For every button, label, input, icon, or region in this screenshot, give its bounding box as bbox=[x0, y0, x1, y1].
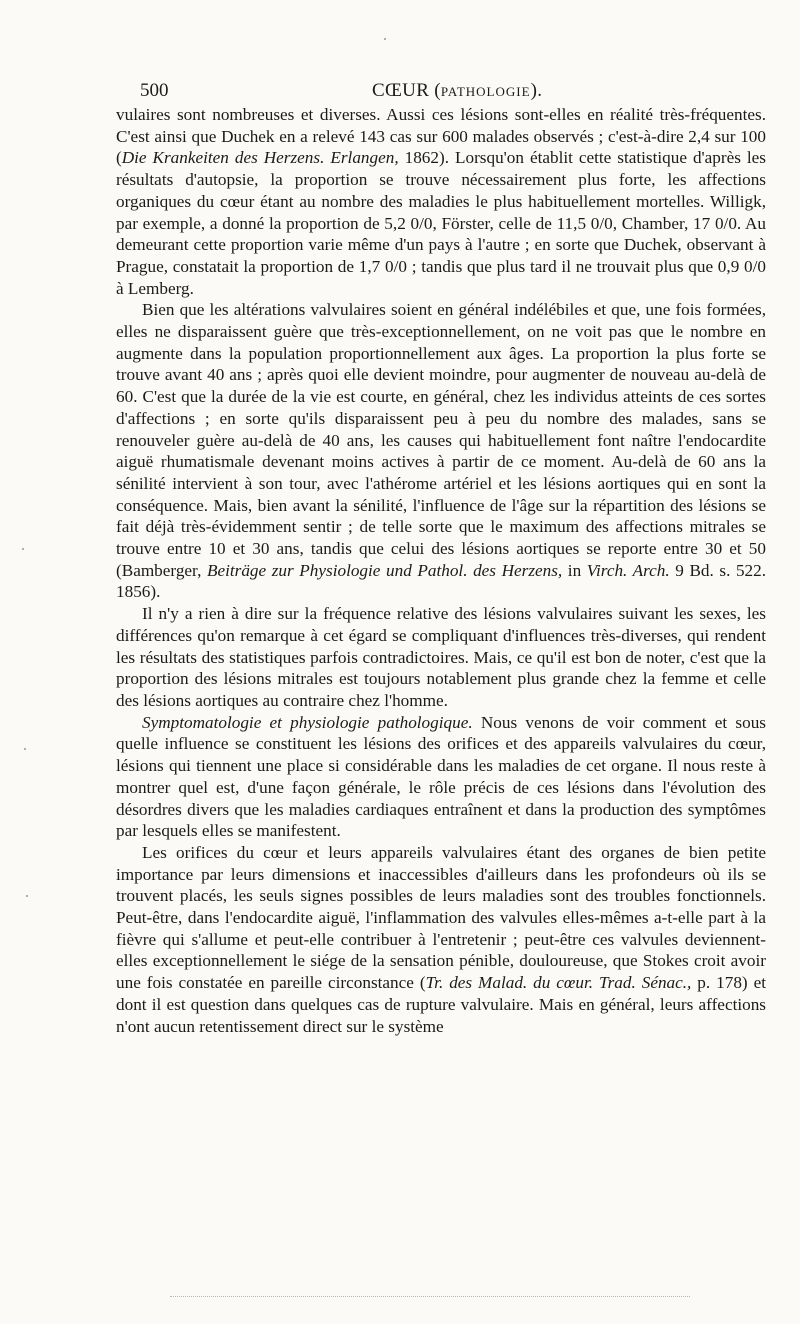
paragraph-1-citation: Die Krankeiten des Herzens. Erlangen, bbox=[121, 148, 399, 168]
bottom-bleed-through bbox=[170, 1296, 690, 1297]
paragraph-2-text-1: Bien que les altérations valvulaires soient en général indélébiles et que, une fois formées, elles ne disparaissent guère que très-exceptionnellement, on ne voit pas que le nombre en augmente dans la population proportionnellement aux âges. La proportion la plus forte se trouve avant 40 ans ; après quoi elle devient moindre, pour augmenter de nouveau au-delà de 60. C'est que la durée de la vie est courte, en général, chez les individus atteints de ces sortes d'affections ; en sorte qu'ils disparaissent peu à peu du nombre des malades, sans se renouveler guère au-delà de 40 ans, les causes qui habituellement font naître l'endocardite aiguë rhumatismale devenant moins actives à partir de ce moment. Au-delà de 60 ans la sénilité intervient à son tour, avec l'athérome artériel et les lésions aortiques qui en sont la conséquence. Mais, bien avant la sénilité, l'influence de l'âge sur la répartition des lésions se fait déjà très-évidemment sentir ; de telle sorte que le maximum des affections mitrales se trouve entre 10 et 30 ans, tandis que celui des lésions aortiques se reporte entre 30 et 50 (Bamberger, bbox=[116, 300, 766, 580]
paper-speck bbox=[24, 748, 26, 750]
paper-speck bbox=[22, 548, 24, 550]
running-title-main: CŒUR bbox=[372, 80, 430, 101]
paragraph-1 bbox=[116, 104, 766, 299]
paragraph-1-text-2: 1862). Lorsqu'on établit cette statistique d'après les résultats d'autopsie, la proportion se trouve nécessairement plus forte, les affections organiques du cœur étant au nombre des maladies le plus habituellement mortelles. Willigk, par exemple, a donné la proportion de 5,2 0/0, Förster, celle de 11,5 0/0, Chamber, 17 0/0. Au demeurant cette proportion varie même d'un pays à l'autre ; en sorte que Duchek, observant à Prague, constatait la proportion de 1,7 0/0 ; tandis que plus tard il ne trouvait plus que 0,9 0/0 à Lemberg. bbox=[116, 148, 766, 298]
paragraph-3-text-1: Il n'y a rien à dire sur la fréquence relative des lésions valvulaires suivant les sexes, les différences qu'on remarque à cet égard se compliquant d'influences très-diverses, qui rendent les résultats des statistiques parfois contradictoires. Mais, ce qu'il est bon de noter, c'est que la proportion des lésions mitrales est toujours notablement plus grande chez la femme et celle des lésions aortiques au contraire chez l'homme. bbox=[116, 604, 766, 710]
paragraph-2-text-2: in bbox=[562, 560, 587, 580]
paragraph-4 bbox=[116, 712, 766, 842]
paragraph-5-text-1: Les orifices du cœur et leurs appareils valvulaires étant des organes de bien petite importance par leurs dimensions et inaccessibles d'ailleurs dans les profondeurs où ils se trouvent placés, les seuls signes possibles de leurs maladies sont des troubles fonctionnels. Peut-être, dans l'endocardite aiguë, l'inflammation des valvules elles-mêmes a-t-elle part à la fièvre qui s'allume et peut-elle contribuer à l'entretenir ; peut-être ces valvules deviennent-elles exceptionnellement le siége de la sensation pénible, douloureuse, que Stokes croit avoir une fois constatée en pareille circonstance ( bbox=[116, 842, 766, 993]
paper-speck bbox=[26, 895, 28, 897]
running-title: CŒUR (PATHOLOGIE). bbox=[372, 80, 543, 101]
paper-speck bbox=[384, 38, 386, 40]
paragraph-2-citation-1: Beiträge zur Physiologie und Pathol. des Herzens, bbox=[206, 560, 563, 580]
paragraph-1-text-1: vulaires sont nombreuses et diverses. Aussi ces lésions sont-elles en réalité très-fréquentes. C'est ainsi que Duchek en a relevé 143 cas sur 600 malades observés ; c'est-à-dire 2,4 sur 100 ( bbox=[116, 105, 766, 168]
paragraph-4-text-1: Nous venons de voir comment et sous quelle influence se constituent les lésions des orifices et des appareils valvulaires du cœur, lésions qui tiennent une place si considérable dans les maladies de cet organe. Il nous reste à montrer quel est, d'une façon générale, le rôle précis de ces lésions dans l'évolution des désordres divers que les maladies cardiaques entraînent et dans la production des symptômes par lesquels elles se manifestent. bbox=[116, 712, 766, 841]
paragraph-3 bbox=[116, 603, 766, 712]
paragraph-2-citation-2: Virch. Arch. bbox=[586, 560, 670, 580]
paragraph-5-citation: Tr. des Malad. du cœur. Trad. Sénac., bbox=[425, 973, 692, 993]
section-heading-symptomatologie: Symptomatologie et physiologie pathologique. bbox=[142, 712, 473, 732]
body-text bbox=[116, 104, 766, 1037]
page-header bbox=[140, 80, 770, 106]
paragraph-2-text-3: 9 Bd. s. 522. 1856). bbox=[116, 560, 767, 602]
paragraph-5 bbox=[116, 842, 766, 1037]
paragraph-2 bbox=[116, 299, 766, 603]
page-number: 500 bbox=[140, 80, 169, 101]
paragraph-5-text-2: p. 178) et dont il est question dans quelques cas de rupture valvulaire. Mais en général, leurs affections n'ont aucun retentissement direct sur le système bbox=[116, 973, 766, 1036]
running-title-sub: PATHOLOGIE bbox=[440, 84, 531, 99]
